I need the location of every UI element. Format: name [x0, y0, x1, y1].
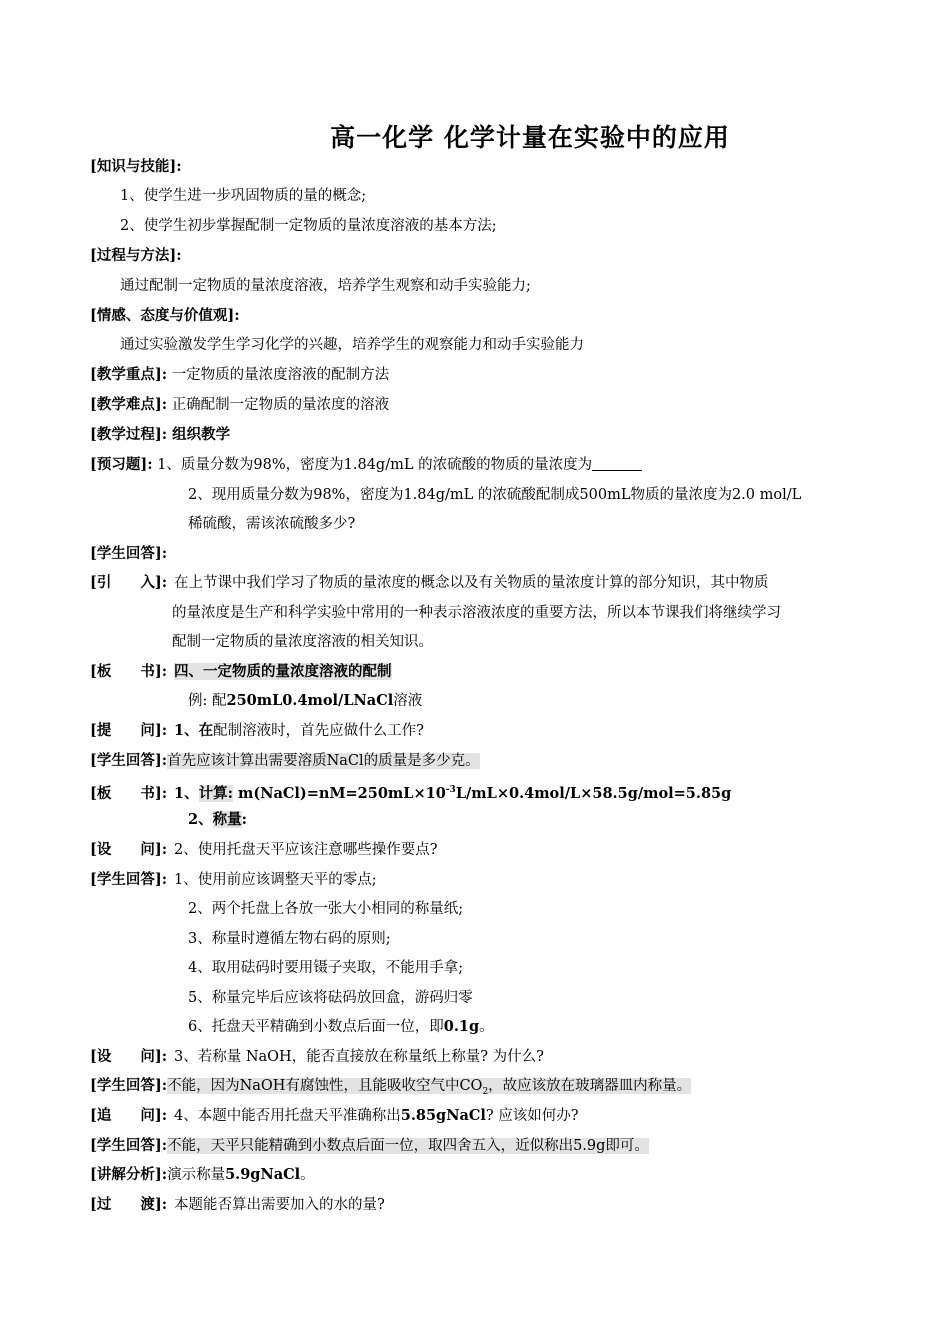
q-4-mass: 5.85gNaCl [400, 1107, 486, 1124]
student-answer-text-4 [167, 1078, 692, 1097]
intro-line-3: 配制一定物质的量浓度溶液的相关知识。 [172, 634, 433, 650]
student-answer-2 [90, 751, 480, 771]
intro-line-2: 的量浓度是生产和科学实验中常用的一种表示溶液浓度的重要方法，所以本节课我们将继续学习 [172, 605, 781, 621]
q-2-text: 2、使用托盘天平应该注意哪些操作要点? [174, 842, 438, 858]
board-label-2: [板 书]: [90, 784, 168, 802]
student-answer-3 [90, 870, 377, 890]
q-4-part-c: ? 应该如何办? [485, 1108, 579, 1124]
teaching-difficulty-label: [教学难点]: [90, 396, 168, 413]
student-answer-label-5: [学生回答]: [90, 1137, 168, 1154]
answer-3-item-5: 5、称量完毕后应该将砝码放回盒，游码归零 [188, 990, 473, 1006]
introduction [90, 573, 769, 593]
teaching-focus [90, 365, 389, 385]
ask-label-1: [提 问]: [90, 722, 168, 739]
q-label-2: [设 问]: [90, 841, 168, 858]
board-heading: 四、一定物质的量浓度溶液的配制 [174, 663, 392, 680]
teaching-difficulty [90, 395, 389, 415]
example-solution: 250mL0.4mol/LNaCl [226, 692, 394, 709]
analysis-part-c: 。 [300, 1167, 315, 1183]
board-label-1: [板 书]: [90, 663, 168, 680]
student-answer-text-5: 不能，天平只能精确到小数点后面一位，取四舍五入，近似称出5.9g即可。 [167, 1138, 649, 1154]
emotion-label: [情感、态度与价值观]: [90, 307, 240, 324]
student-answer-label-4: [学生回答]: [90, 1077, 168, 1094]
answer-3-item-6-end: 。 [479, 1019, 494, 1035]
teaching-difficulty-text: 正确配制一定物质的量浓度的溶液 [171, 397, 390, 413]
ask-1-prefix: 1、在 [174, 722, 214, 739]
calc-exponent: -3 [445, 785, 456, 795]
answer-3-item-6-text: 6、托盘天平精确到小数点后面一位，即 [188, 1019, 444, 1035]
teaching-process [90, 425, 230, 445]
transition [90, 1195, 385, 1215]
answer-3-precision: 0.1g [443, 1018, 480, 1035]
student-answer-4 [90, 1076, 691, 1102]
answer-3-item-1: 1、使用前应该调整天平的零点; [174, 872, 377, 888]
step-2-weigh-label: 称量 [212, 811, 242, 828]
q-label-4: [追 问]: [90, 1107, 168, 1124]
question-2 [90, 840, 438, 860]
transition-text: 本题能否算出需要加入的水的量? [174, 1197, 385, 1213]
intro-label: [引 入]: [90, 574, 168, 591]
student-answer-5 [90, 1136, 649, 1156]
teaching-process-text: 组织教学 [172, 426, 231, 443]
step-2-colon: : [241, 811, 247, 828]
teaching-focus-text: 一定物质的量浓度溶液的配制方法 [171, 367, 390, 383]
student-answer-label-1: [学生回答]: [90, 545, 168, 562]
transition-label: [过 渡]: [90, 1196, 168, 1213]
board-step-weigh [188, 810, 247, 830]
question-3 [90, 1047, 544, 1067]
calc-formula-a: m(NaCl)=nM=250mL×10 [238, 784, 446, 802]
analysis-part-a: 演示称量 [167, 1167, 226, 1183]
preview-question-2b: 稀硫酸，需该浓硫酸多少? [188, 516, 356, 532]
preview-label: [预习题]: [90, 456, 153, 473]
document-title: 高一化学 化学计量在实验中的应用 [330, 123, 730, 152]
answer-4-part-b: ，故应该放在玻璃器皿内称量。 [488, 1078, 692, 1094]
answer-4-part-a: 不能，因为NaOH有腐蚀性，且能吸收空气中CO [167, 1078, 483, 1094]
answer-3-item-6 [188, 1017, 494, 1037]
q-3-text: 3、若称量 NaOH，能否直接放在称量纸上称量? 为什么? [174, 1049, 544, 1065]
example-prefix: 例: 配 [188, 693, 227, 709]
knowledge-item-1: 1、使学生进一步巩固物质的量的概念; [120, 188, 367, 204]
ask-1-text: 配制溶液时，首先应做什么工作? [213, 723, 424, 739]
answer-3-item-4: 4、取用砝码时要用镊子夹取，不能用手拿; [188, 960, 464, 976]
student-answer-text-2: 首先应该计算出需要溶质NaCl的质量是多少克。 [167, 753, 480, 769]
knowledge-item-2: 2、使学生初步掌握配制一定物质的量浓度溶液的基本方法; [120, 218, 497, 234]
analysis-label: [讲解分析]: [90, 1166, 168, 1183]
answer-3-item-2: 2、两个托盘上各放一张大小相同的称量纸; [188, 901, 464, 917]
process-method-text: 通过配制一定物质的量浓度溶液，培养学生观察和动手实验能力; [120, 278, 531, 294]
step-1-calc-label: 计算: [198, 784, 233, 802]
preview-question-2a: 2、现用质量分数为98%，密度为1.84g/mL 的浓硫酸配制成500mL物质的量浓度为2.0 mol/L [188, 487, 802, 503]
intro-line-1: 在上节课中我们学习了物质的量浓度的概念以及有关物质的量浓度计算的部分知识，其中物质 [174, 575, 769, 591]
teaching-process-label: [教学过程]: [90, 426, 168, 443]
step-1-number: 1、 [174, 784, 199, 802]
board-step-calculate [90, 780, 731, 804]
q-label-3: [设 问]: [90, 1048, 168, 1065]
preview-question-1 [90, 455, 642, 475]
analysis-mass: 5.9gNaCl [225, 1166, 301, 1183]
example-line [188, 691, 422, 711]
answer-blank [592, 456, 642, 471]
emotion-text: 通过实验激发学生学习化学的兴趣，培养学生的观察能力和动手实验能力 [120, 337, 584, 353]
preview-text-1: 1、质量分数为98%，密度为1.84g/mL 的浓硫酸的物质的量浓度为 [157, 457, 593, 473]
calc-formula-b: L/mL×0.4mol/L×58.5g/mol=5.85g [455, 784, 732, 802]
student-answer-label-2: [学生回答]: [90, 752, 168, 769]
knowledge-label: [知识与技能]: [90, 158, 182, 175]
answer-4-subscript: 2 [482, 1086, 489, 1097]
student-answer-label-3: [学生回答]: [90, 871, 168, 888]
board-section-heading [90, 662, 392, 682]
analysis [90, 1165, 315, 1185]
q-4-part-a: 4、本题中能否用托盘天平准确称出 [174, 1108, 401, 1124]
step-2-number: 2、 [188, 811, 213, 828]
answer-3-item-3: 3、称量时遵循左物右码的原则; [188, 931, 391, 947]
question-4 [90, 1106, 579, 1126]
process-method-label: [过程与方法]: [90, 247, 182, 264]
question-1 [90, 721, 424, 741]
example-suffix: 溶液 [393, 693, 423, 709]
teaching-focus-label: [教学重点]: [90, 366, 168, 383]
